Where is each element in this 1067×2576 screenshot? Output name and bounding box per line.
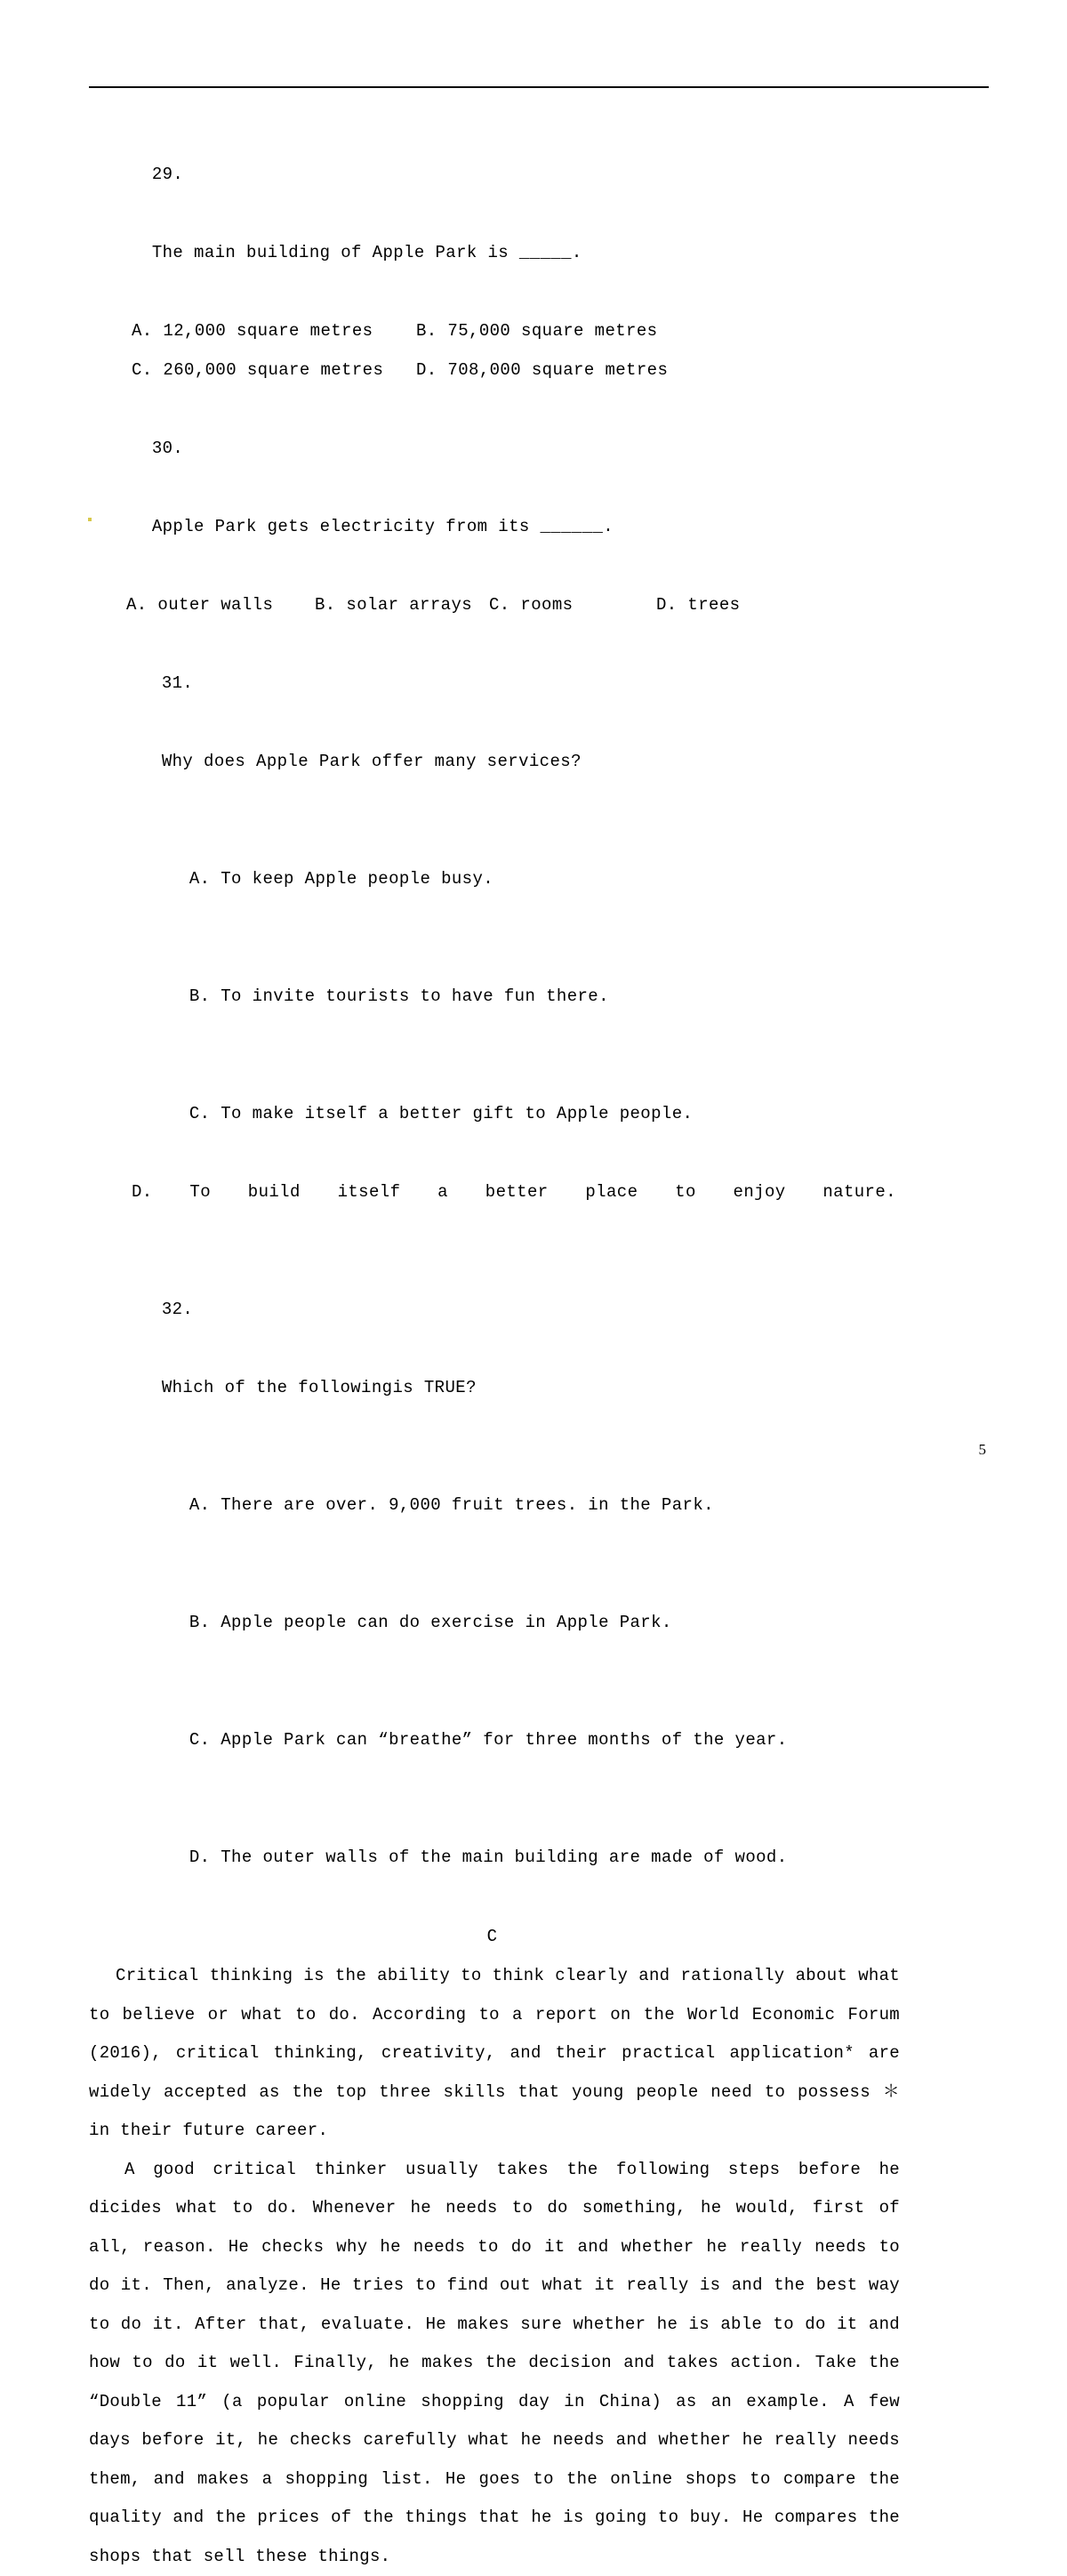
option-row-cell [489,585,656,624]
option-text: 260,000 square metres [163,360,383,380]
question-31-option-a [89,820,900,938]
option-label: A. [126,595,148,615]
option-word: build [248,1172,301,1212]
page-content [89,116,900,2576]
question-32-stem [89,1251,900,1446]
option-label: D. [132,1172,153,1212]
option-text: Apple people can do exercise in Apple Park. [221,1613,671,1632]
question-32-text: Which of the followingis TRUE? [162,1378,477,1397]
option-label: B. [189,986,211,1006]
question-30-stem [89,390,900,585]
option-label: A. [189,1495,211,1515]
option-label: C. [489,595,510,615]
option-row-cell [126,585,315,624]
option-text: trees [687,595,740,615]
question-31-option-d [89,1172,896,1212]
question-30-number: 30. [152,439,183,458]
header-divider-rule [89,86,989,88]
question-30-options-row [89,585,900,624]
option-label: D. [189,1847,211,1867]
option-label: C. [132,360,153,380]
question-29-options-row-2 [89,350,900,390]
question-29-number: 29. [152,165,183,184]
question-32-option-c [89,1681,900,1799]
question-31-stem [89,624,900,820]
question-31-option-c [89,1055,900,1172]
option-text: 12,000 square metres [163,321,373,341]
option-row-cell [132,350,416,390]
option-text: rooms [520,595,573,615]
question-30-text: Apple Park gets electricity from its ______. [152,517,614,536]
option-word: itself [338,1172,401,1212]
question-32-option-d [89,1799,900,1916]
option-label: C. [189,1730,211,1750]
option-text: The outer walls of the main building are made of wood. [221,1847,787,1867]
option-row-cell [416,350,668,390]
option-word: enjoy [734,1172,786,1212]
option-text: Apple Park can “breathe” for three months of the year. [221,1730,787,1750]
option-row-cell [315,585,489,624]
option-text: outer walls [157,595,273,615]
option-label: D. [656,595,678,615]
question-29-stem [89,116,900,311]
question-29-options-row-1 [89,311,900,350]
option-row-cell [132,311,416,350]
option-label: C. [189,1104,211,1123]
question-31-text: Why does Apple Park offer many services? [162,752,582,771]
option-label: B. [315,595,336,615]
option-label: B. [416,321,437,341]
option-text: To keep Apple people busy. [221,869,493,889]
option-word: better [485,1172,549,1212]
page-number: 5 [979,1441,987,1459]
option-label: A. [189,869,211,889]
section-letter-c: C [89,1916,900,1957]
question-32-option-b [89,1564,900,1681]
option-word: to [675,1172,696,1212]
stray-mark [88,518,92,521]
question-32-number: 32. [162,1300,193,1319]
option-text: 75,000 square metres [447,321,657,341]
option-row-cell [656,585,740,624]
question-32-option-a [89,1446,900,1564]
option-word: nature. [822,1172,896,1212]
option-word: a [437,1172,448,1212]
option-text: solar arrays [346,595,472,615]
option-text: 708,000 square metres [447,360,668,380]
option-row-cell [416,311,657,350]
option-label: D. [416,360,437,380]
option-word: place [585,1172,638,1212]
passage-paragraph-2: A good critical thinker usually takes the following steps before he dicides what to do. Whenever he needs to do something, he would, first of all, reason. He checks why he needs to do it and whether he really needs to do it. Then, analyze. He tries to find out what it really is and the best way to do it. After that, evaluate. He makes sure whether he is able to do it and how to do it well. Finally, he makes the decision and takes action. Take the “Double 11” (a popular online shopping day in China) as an example. A few days before it, he checks carefully what he needs and whether he really needs them, and makes a shopping list. He goes to the online shops to compare the quality and the prices of the things that he is going to buy. He compares the shops that sell these things. [89,2151,900,2576]
passage-paragraph-1: Critical thinking is the ability to think clearly and rationally about what to believe or what to do. According to a report on the World Economic Forum (2016), critical thinking, creativity, and their practical application* are widely accepted as the top three skills that young people need to possess ＊ in their future career. [89,1957,900,2151]
option-text: To make itself a better gift to Apple people. [221,1104,693,1123]
option-label: A. [132,321,153,341]
option-text: To invite tourists to have fun there. [221,986,609,1006]
question-31-number: 31. [162,673,193,693]
question-31-option-b [89,938,900,1055]
option-label: B. [189,1613,211,1632]
option-word: To [189,1172,211,1212]
question-29-text: The main building of Apple Park is _____. [152,243,582,262]
option-text: There are over. 9,000 fruit trees. in the Park. [221,1495,714,1515]
